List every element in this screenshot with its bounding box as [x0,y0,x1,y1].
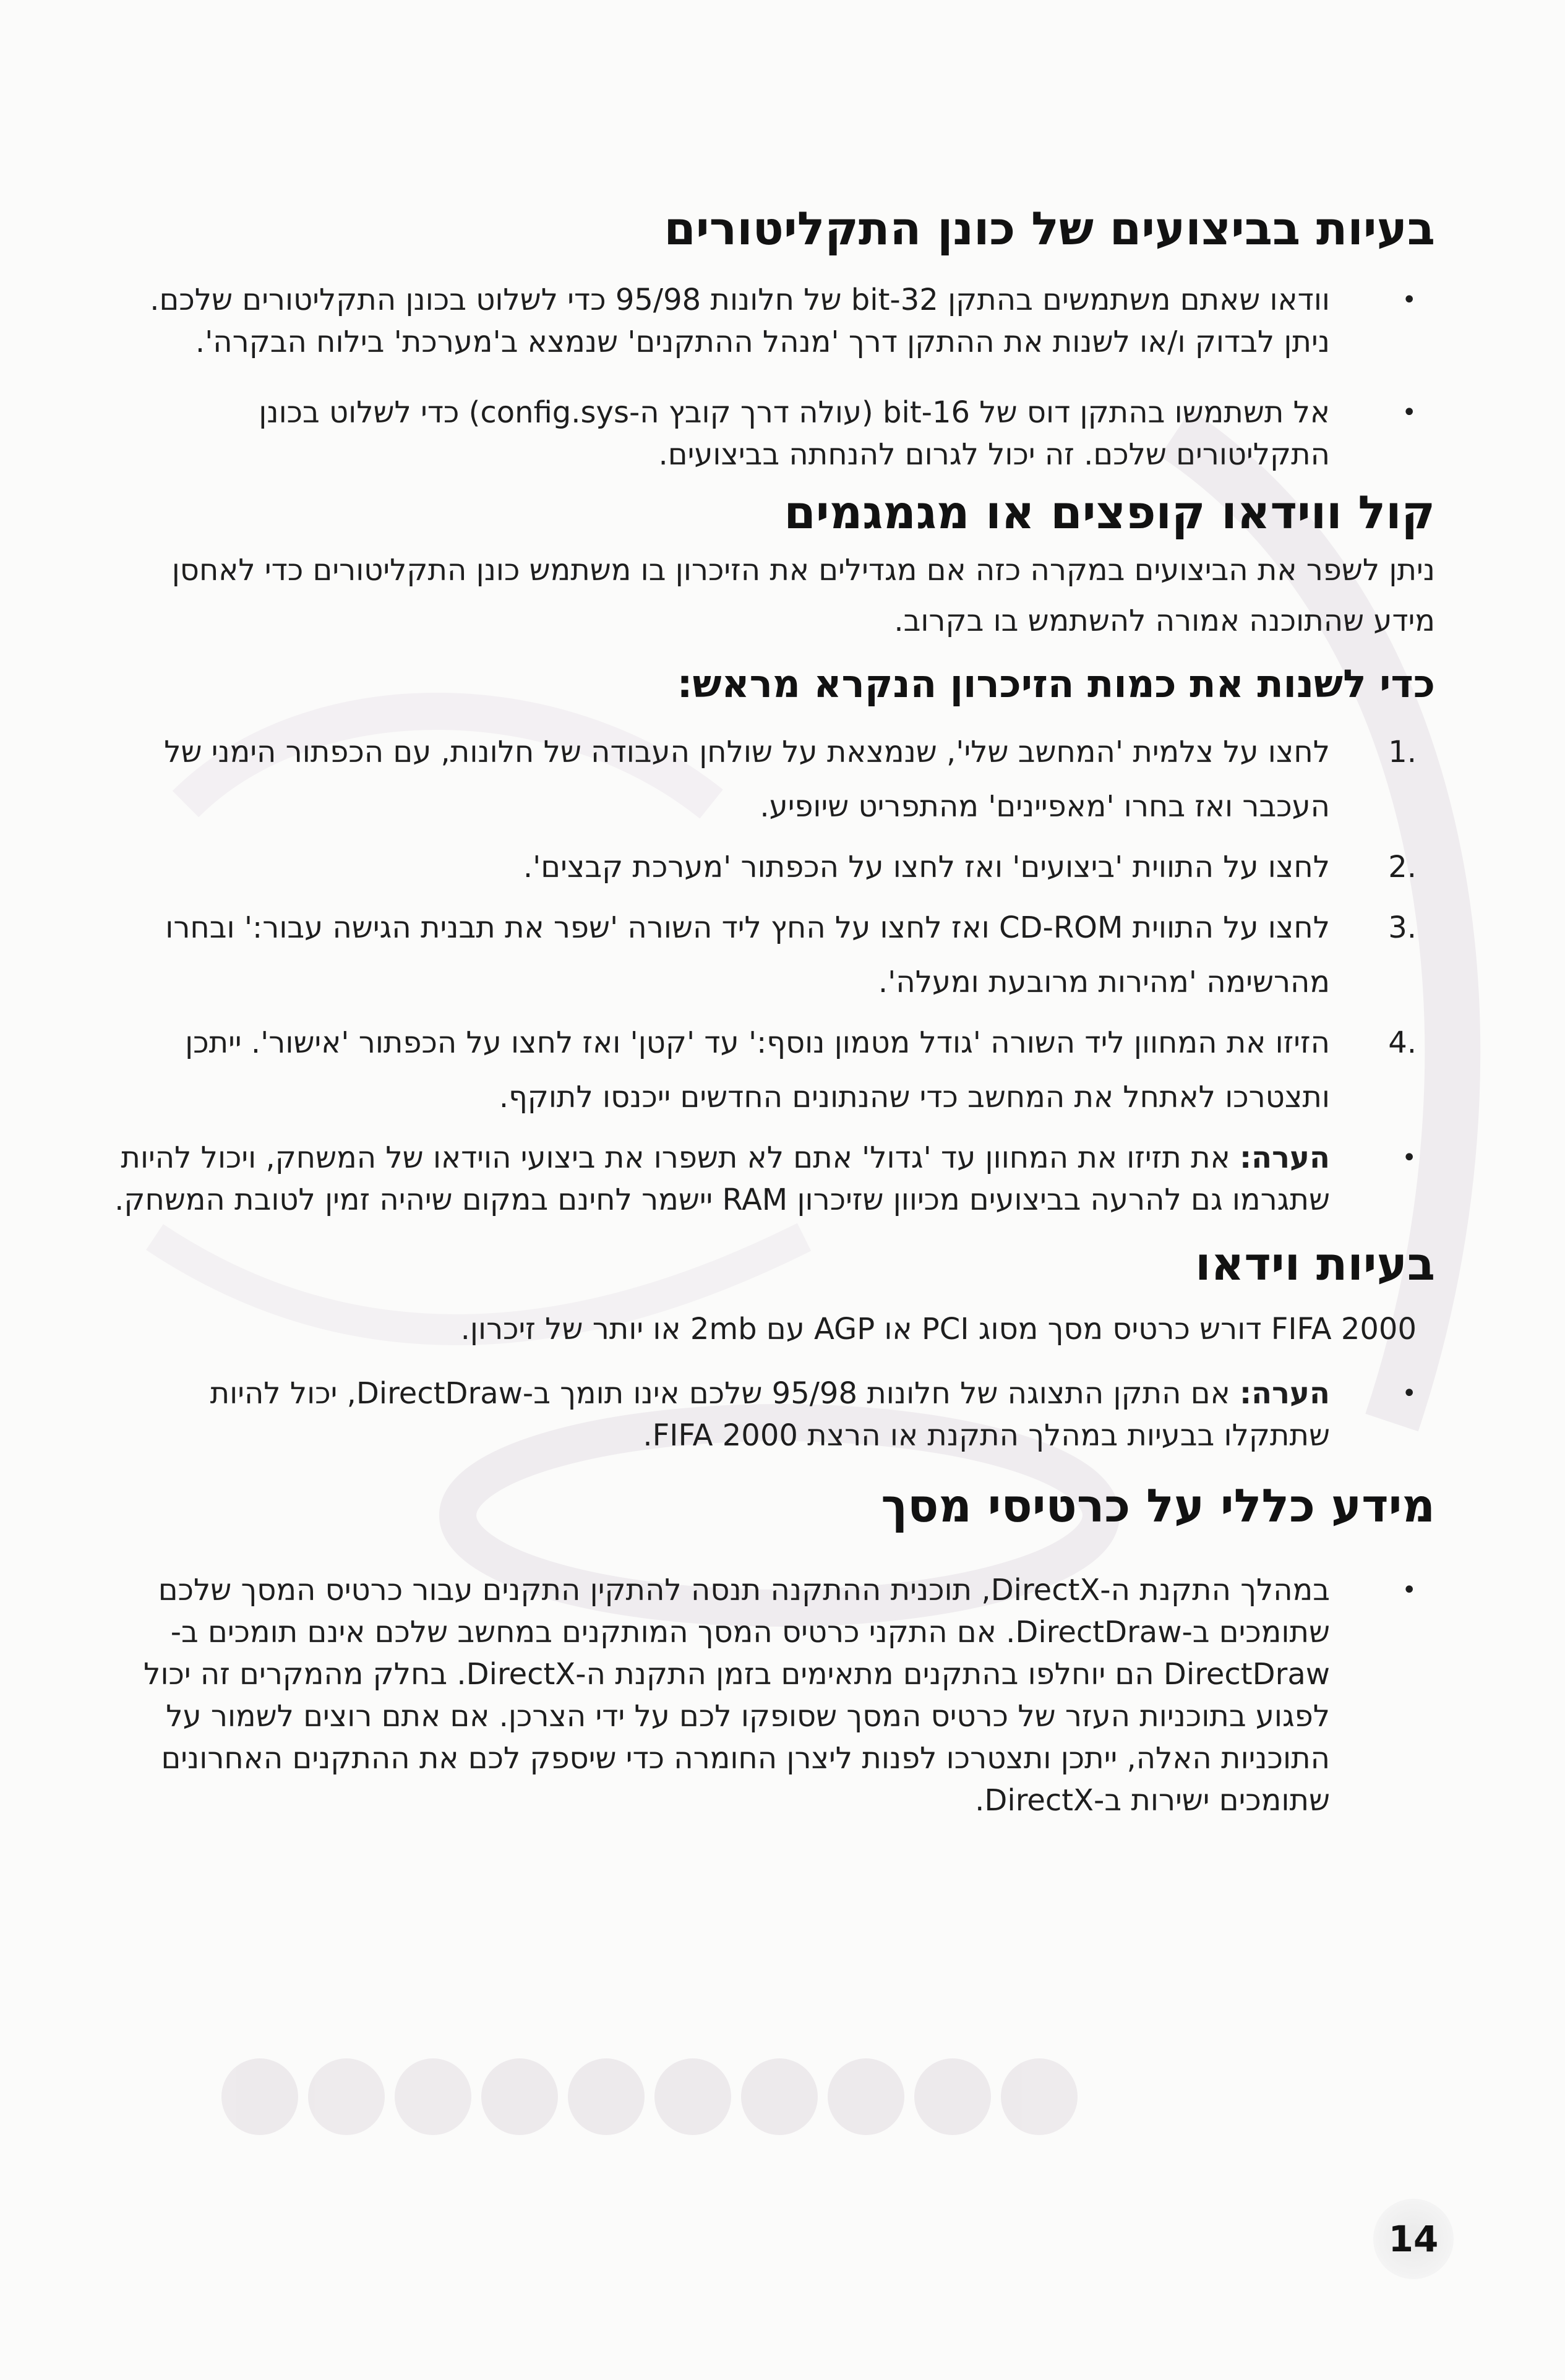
step-number: 1. [1388,734,1417,769]
step-text: הזיזו את המחוון ליד השורה 'גודל מטמון נוסף:' עד 'קטן' ואז לחצו על הכפתור 'אישור'. ייתכן ותצטרכו לאתחל את המחשב כדי שהנתונים החדשים ייכנסו לתוקף. [185,1025,1330,1115]
section-sound-video [111,488,1435,1220]
step-text: לחצו על התווית CD-ROM ואז לחצו על החץ ליד השורה 'שפר את תבנית הגישה עבור:' ובחרו מהרשימה 'מהירות מרובעת ומעלה'. [165,910,1330,1000]
step-item [111,1016,1435,1124]
section-title: קול ווידאו קופצים או מגמגמים [784,486,1435,540]
step-number: 2. [1388,849,1417,884]
list-item [111,392,1435,476]
section-cd-performance [111,204,1435,476]
step-text: לחצו על צלמית 'המחשב שלי', שנמצאת על שולחן העבודה של חלונות, עם הכפתור הימני של העכבר ואז בחרו 'מאפיינים' מהתפריט שיופיע. [164,734,1330,824]
step-text: לחצו על התווית 'ביצועים' ואז לחצו על הכפתור 'מערכת קבצים'. [523,849,1330,884]
page-content [111,204,1435,1850]
list-item-text: במהלך התקנת ה-DirectX, תוכנית ההתקנה תנסה להתקין התקנים עבור כרטיס המסך שלכם שתומכים ב-DirectDraw. אם התקני כרטיס המסך המותקנים במחשב שלכם אינם תומכים ב-DirectDraw הם יוחלפו בהתקנים מתאימים בזמן התקנת ה-DirectX. בחלק מהמקרים זה יכול לפגוע בתוכניות העזר של כרטיס המסך שסופקו לכם על ידי הצרכן. אם אתם רוצים לשמור על התוכניות האלה, ייתכן ותצטרכו לפנות ליצרן החומרה כדי שיספק לכם את ההתקנים האחרונים שתומכים ישירות ב-DirectX. [144,1572,1330,1818]
bullet-icon: • [1402,1143,1417,1172]
section-title: מידע כללי על כרטיסי מסך [881,1479,1435,1533]
section-title: בעיות וידאו [1195,1237,1435,1291]
bullet-icon: • [1402,398,1417,427]
step-item [111,725,1435,834]
step-number: 4. [1388,1025,1417,1060]
note-list [111,1372,1435,1457]
note-text: אם התקן התצוגה של חלונות 95/98 שלכם אינו תומך ב-DirectDraw, יכול להיות שתתקלו בבעיות במהלך התקנת או הרצת FIFA 2000. [210,1376,1330,1453]
step-number: 3. [1388,910,1417,945]
note-item [111,1372,1435,1457]
note-label: הערה: [1239,1376,1330,1411]
section-intro: ניתן לשפר את הביצועים במקרה כזה אם מגדילים את הזיכרון בו משתמש כונן התקליטורים כדי לאחסן מידע שהתוכנה אמורה להשתמש בו בקרוב. [171,552,1435,638]
bullet-icon: • [1402,1575,1417,1604]
note-label: הערה: [1239,1140,1330,1175]
step-item [111,901,1435,1009]
requirement-text: FIFA 2000 דורש כרטיס מסך מסוג PCI או AGP עם 2mb או יותר של זיכרון. [460,1312,1417,1347]
note-list [111,1137,1435,1221]
bullet-list [111,279,1435,476]
list-item-text: וודאו שאתם משתמשים בהתקן 32-bit של חלונות 95/98 כדי לשלוט בכונן התקליטורים שלכם. ניתן לבדוק ו/או לשנות את ההתקן דרך 'מנהל ההתקנים' שנמצא ב'מערכת' בילוח הבקרה'. [150,283,1330,360]
section-video-problems [111,1239,1435,1457]
section-title: בעיות בביצועים של כונן התקליטורים [664,202,1435,255]
bullet-list [111,1569,1435,1821]
section-subtitle: כדי לשנות את כמות הזיכרון הנקרא מראש: [677,661,1435,706]
list-item-text: אל תשתמשו בהתקן דוס של 16-bit (עולה דרך קובץ ה-config.sys) כדי לשלוט בכונן התקליטורים שלכם. זה יכול לגרום להנחתה בביצועים. [259,395,1330,473]
bullet-icon: • [1402,1379,1417,1408]
note-text: את תזיזו את המחוון עד 'גדול' אתם לא תשפרו את ביצועי הוידאו של המשחק, ויכול להיות שתגרמו גם להרעה בביצועים מכיוון שזיכרון RAM יישמר לחינם במקום שיהיה זמין לטובת המשחק. [114,1140,1330,1217]
section-general-info [111,1481,1435,1821]
page-number: 14 [1373,2199,1454,2279]
step-item [111,840,1435,894]
steps-list [111,725,1435,1124]
bullet-icon: • [1402,286,1417,315]
list-item [111,1569,1435,1821]
list-item [111,279,1435,363]
note-item [111,1137,1435,1221]
